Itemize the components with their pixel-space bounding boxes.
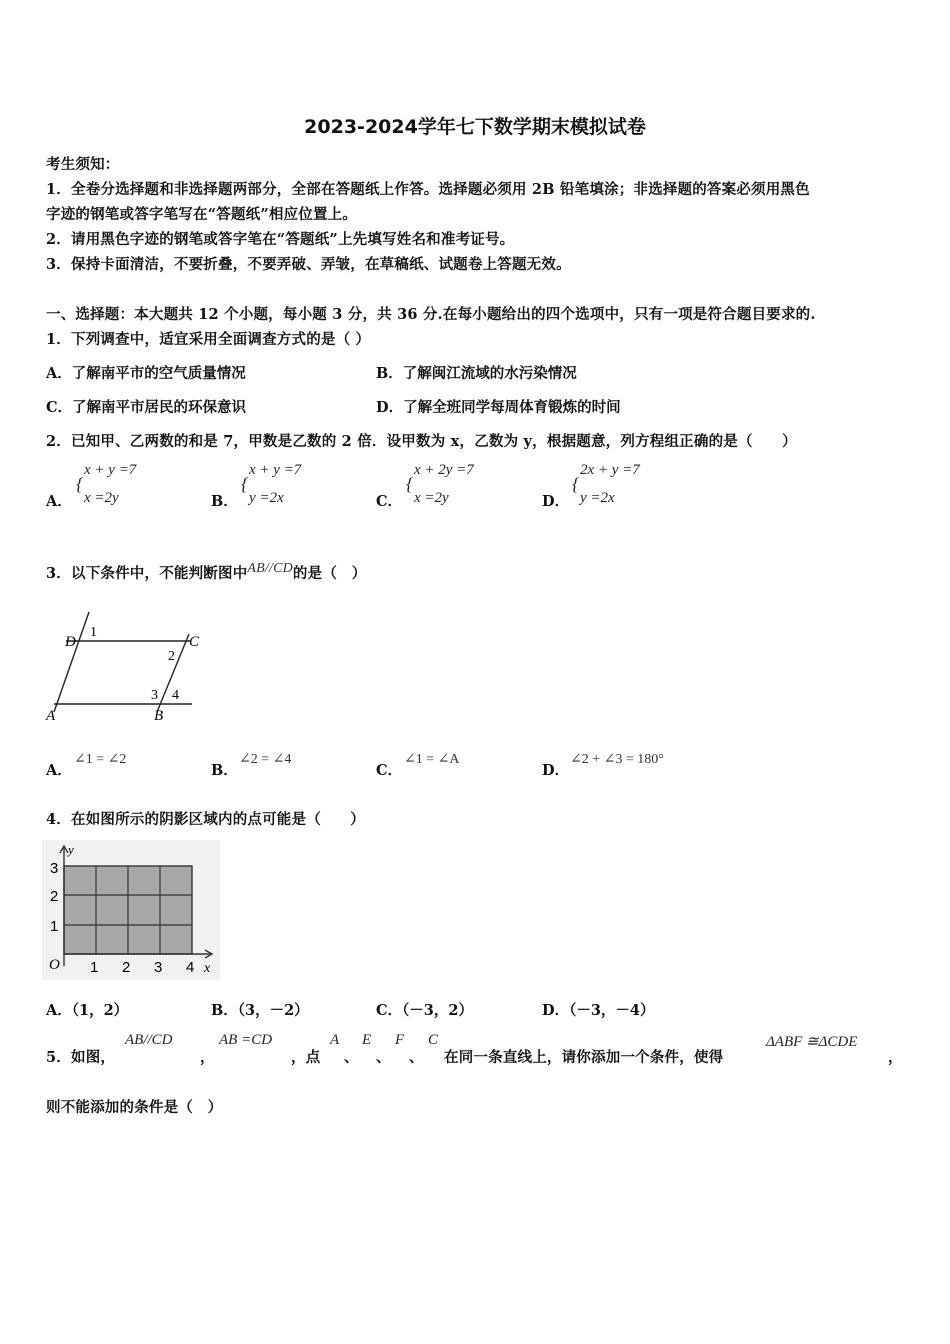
q3-stem-post: 的是（ ） — [292, 565, 367, 582]
q3-option-d-math: ∠2 + ∠3 = 180° — [570, 752, 664, 767]
q1-option-d: D．了解全班同学每周体育锻炼的时间 — [376, 399, 621, 416]
q3-stem — [46, 562, 366, 583]
label-d: D — [65, 634, 76, 650]
page-title: 2023-2024学年七下数学期末模拟试卷 — [304, 116, 646, 138]
label-angle-4: 4 — [172, 688, 179, 703]
brace: { — [406, 474, 414, 494]
brace: { — [241, 474, 249, 494]
label-a: A — [46, 708, 56, 724]
q2-stem: 2．已知甲、乙两数的和是 7，甲数是乙数的 2 倍．设甲数为 x，乙数为 y，根据题意，列方程组正确的是（ ） — [46, 433, 797, 450]
q1-option-a: A．了解南平市的空气质量情况 — [46, 365, 246, 382]
q1-stem: 1．下列调查中，适宜采用全面调查方式的是（ ） — [46, 331, 371, 348]
brace: { — [572, 474, 580, 494]
notice-item-2: 2．请用黑色字迹的钢笔或答字笔在“答题纸”上先填写姓名和准考证号。 — [46, 231, 515, 248]
q5-pre: 5．如图， — [46, 1049, 116, 1066]
notice-heading: 考生须知： — [46, 156, 120, 173]
q4-option-d: D．（－3，－4） — [542, 1002, 655, 1019]
q5-math-parallel: AB//CD — [125, 1032, 173, 1048]
q5-mid: ，点 — [291, 1049, 321, 1066]
q2-option-c-label: C． — [376, 493, 403, 510]
q1-option-b: B．了解闽江流域的水污染情况 — [376, 365, 577, 382]
q5-post: 在同一条直线上，请你添加一个条件，使得 — [444, 1049, 724, 1066]
q5-end: ， — [888, 1049, 903, 1066]
q4-option-c: C．（－3，2） — [376, 1002, 473, 1019]
equation-1: x + y =7 — [84, 462, 137, 478]
q3-parallelogram-figure — [40, 608, 200, 728]
notice-item-1b: 字迹的钢笔或答字笔写在“答题纸”相应位置上。 — [46, 206, 358, 223]
notice-item-3: 3．保持卡面清洁，不要折叠，不要弄破、弄皱，在草稿纸、试题卷上答题无效。 — [46, 256, 571, 273]
q3-option-b-math: ∠2 = ∠4 — [239, 752, 292, 767]
label-b: B — [154, 708, 164, 724]
q1-option-c: C．了解南平市居民的环保意识 — [46, 399, 247, 416]
q5-math-equal: AB =CD — [219, 1032, 273, 1048]
tick-y-1: 1 — [50, 918, 59, 935]
section-heading: 一、选择题：本大题共 12 个小题，每小题 3 分，共 36 分.在每小题给出的四个选项中，只有一项是符合题目要求的. — [46, 306, 816, 323]
equation-2: x =2y — [414, 490, 449, 506]
q5-sep-1: 、 — [344, 1049, 359, 1066]
equation-2: y =2x — [580, 490, 615, 506]
q5-comma-1: ， — [200, 1049, 215, 1066]
q5-point-c: C — [428, 1032, 439, 1048]
q3-option-a-label: A． — [46, 762, 72, 779]
equation-2: x =2y — [84, 490, 119, 506]
tick-y-3: 3 — [50, 860, 59, 877]
equation-1: 2x + y =7 — [580, 462, 640, 478]
tick-y-2: 2 — [50, 888, 59, 905]
q5-sep-3: 、 — [409, 1049, 424, 1066]
q3-stem-pre: 3．以下条件中，不能判断图中 — [46, 565, 248, 582]
q3-option-a-math: ∠1 = ∠2 — [74, 752, 127, 767]
q5-point-a: A — [330, 1032, 340, 1048]
q3-option-c-label: C． — [376, 762, 403, 779]
q5-point-e: E — [362, 1032, 372, 1048]
tick-x-2: 2 — [122, 959, 131, 976]
label-angle-3: 3 — [151, 688, 158, 703]
q2-option-b-label: B． — [211, 493, 238, 510]
label-angle-2: 2 — [168, 649, 175, 664]
equation-1: x + y =7 — [249, 462, 302, 478]
q3-stem-math: AB//CD — [247, 561, 293, 576]
equation-2: y =2x — [249, 490, 284, 506]
q4-grid-figure — [42, 840, 220, 980]
tick-x-1: 1 — [90, 959, 99, 976]
q2-option-d-label: D． — [542, 493, 570, 510]
q5-sep-2: 、 — [376, 1049, 391, 1066]
q3-option-d-label: D． — [542, 762, 570, 779]
q5-line-2: 则不能添加的条件是（ ） — [46, 1099, 223, 1116]
brace: { — [76, 474, 84, 494]
tick-x-3: 3 — [154, 959, 163, 976]
line-ad — [54, 612, 89, 712]
q5-math-congruent: ΔABF ≅ΔCDE — [766, 1034, 858, 1050]
origin-label: O — [49, 957, 60, 973]
axis-label-y: y — [68, 842, 74, 857]
q3-option-b-label: B． — [211, 762, 238, 779]
q4-option-b: B．（3，－2） — [211, 1002, 309, 1019]
tick-x-4: 4 — [186, 959, 195, 976]
equation-1: x + 2y =7 — [414, 462, 474, 478]
notice-item-1a: 1．全卷分选择题和非选择题两部分，全部在答题纸上作答。选择题必须用 2B 铅笔填涂；非选择题的答案必须用黑色 — [46, 181, 810, 198]
q3-option-c-math: ∠1 = ∠A — [404, 752, 460, 767]
q4-stem: 4．在如图所示的阴影区域内的点可能是（ ） — [46, 811, 365, 828]
q5-point-f: F — [395, 1032, 405, 1048]
axis-label-x: x — [204, 961, 211, 976]
q4-option-a: A．（1，2） — [46, 1002, 129, 1019]
label-angle-1: 1 — [90, 625, 97, 640]
q2-option-a-label: A． — [46, 493, 72, 510]
label-c: C — [189, 634, 200, 650]
